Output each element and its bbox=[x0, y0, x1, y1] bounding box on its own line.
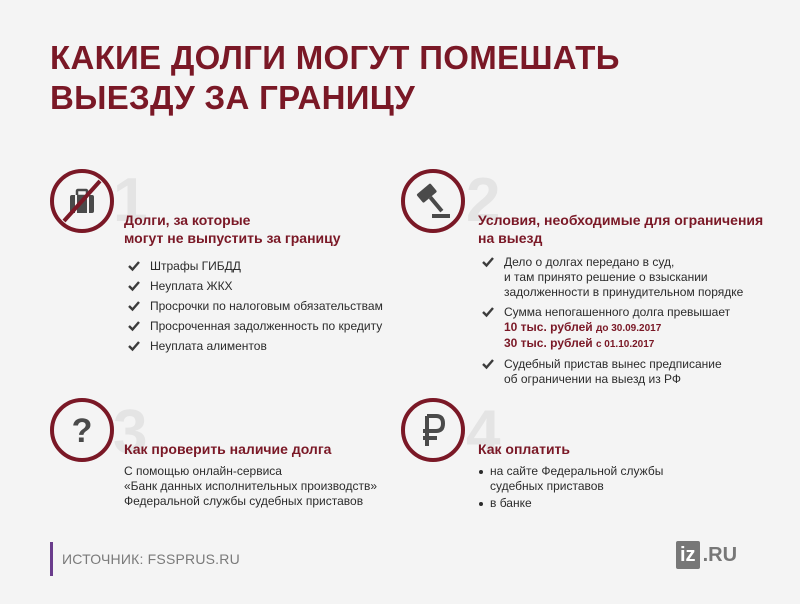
section-heading: Долги, за которые могут не выпустить за границу bbox=[124, 212, 341, 246]
section-heading: Как проверить наличие долга bbox=[124, 441, 332, 457]
list-item: на сайте Федеральной службы судебных приставов bbox=[478, 464, 663, 494]
ruble-icon bbox=[401, 398, 465, 462]
gavel-icon bbox=[401, 169, 465, 233]
check-icon bbox=[482, 358, 494, 370]
section-heading: Как оплатить bbox=[478, 441, 571, 457]
section-number: 2 bbox=[466, 166, 501, 235]
list-item: Неуплата ЖКХ bbox=[128, 279, 383, 294]
no-luggage-icon bbox=[50, 169, 114, 233]
iz-logo bbox=[676, 540, 737, 570]
list-item: Дело о долгах передано в суд, и там принято решение о взыскании задолженности в принудительном порядке bbox=[482, 255, 743, 300]
page-title: КАКИЕ ДОЛГИ МОГУТ ПОМЕШАТЬ ВЫЕЗДУ ЗА ГРАНИЦУ bbox=[50, 39, 620, 116]
list-item: Судебный пристав вынес предписание об ограничении на выезд из РФ bbox=[482, 357, 743, 387]
check-list bbox=[128, 259, 383, 354]
check-icon bbox=[482, 306, 494, 318]
svg-text:?: ? bbox=[71, 412, 93, 450]
list-item: Просроченная задолженность по кредиту bbox=[128, 319, 383, 334]
list-item: в банке bbox=[478, 496, 663, 511]
check-icon bbox=[128, 320, 140, 332]
section-number: 3 bbox=[113, 398, 148, 467]
source-label: ИСТОЧНИК: FSSPRUS.RU bbox=[62, 551, 240, 567]
section-number: 4 bbox=[466, 398, 501, 467]
list-item: Неуплата алиментов bbox=[128, 339, 383, 354]
section-number: 1 bbox=[113, 166, 148, 235]
section-heading: Условия, необходимые для ограничения на выезд bbox=[478, 212, 764, 246]
section-text: С помощью онлайн-сервиса «Банк данных исполнительных производств» Федеральной службы судебных приставов bbox=[124, 464, 377, 508]
footer-divider bbox=[50, 542, 53, 576]
check-list bbox=[482, 255, 743, 387]
question-icon bbox=[50, 398, 114, 462]
logo-box: iz bbox=[676, 541, 700, 569]
check-icon bbox=[128, 300, 140, 312]
list-item: Просрочки по налоговым обязательствам bbox=[128, 299, 383, 314]
check-icon bbox=[128, 260, 140, 272]
logo-text: .RU bbox=[702, 543, 738, 566]
list-item: Штрафы ГИБДД bbox=[128, 259, 383, 274]
bullet-list bbox=[478, 464, 663, 511]
check-icon bbox=[128, 340, 140, 352]
check-icon bbox=[128, 280, 140, 292]
list-item: Сумма непогашенного долга превышает 10 тыс. рублей до 30.09.2017 30 тыс. рублей с 01.10.2017 bbox=[482, 305, 743, 352]
check-icon bbox=[482, 256, 494, 268]
